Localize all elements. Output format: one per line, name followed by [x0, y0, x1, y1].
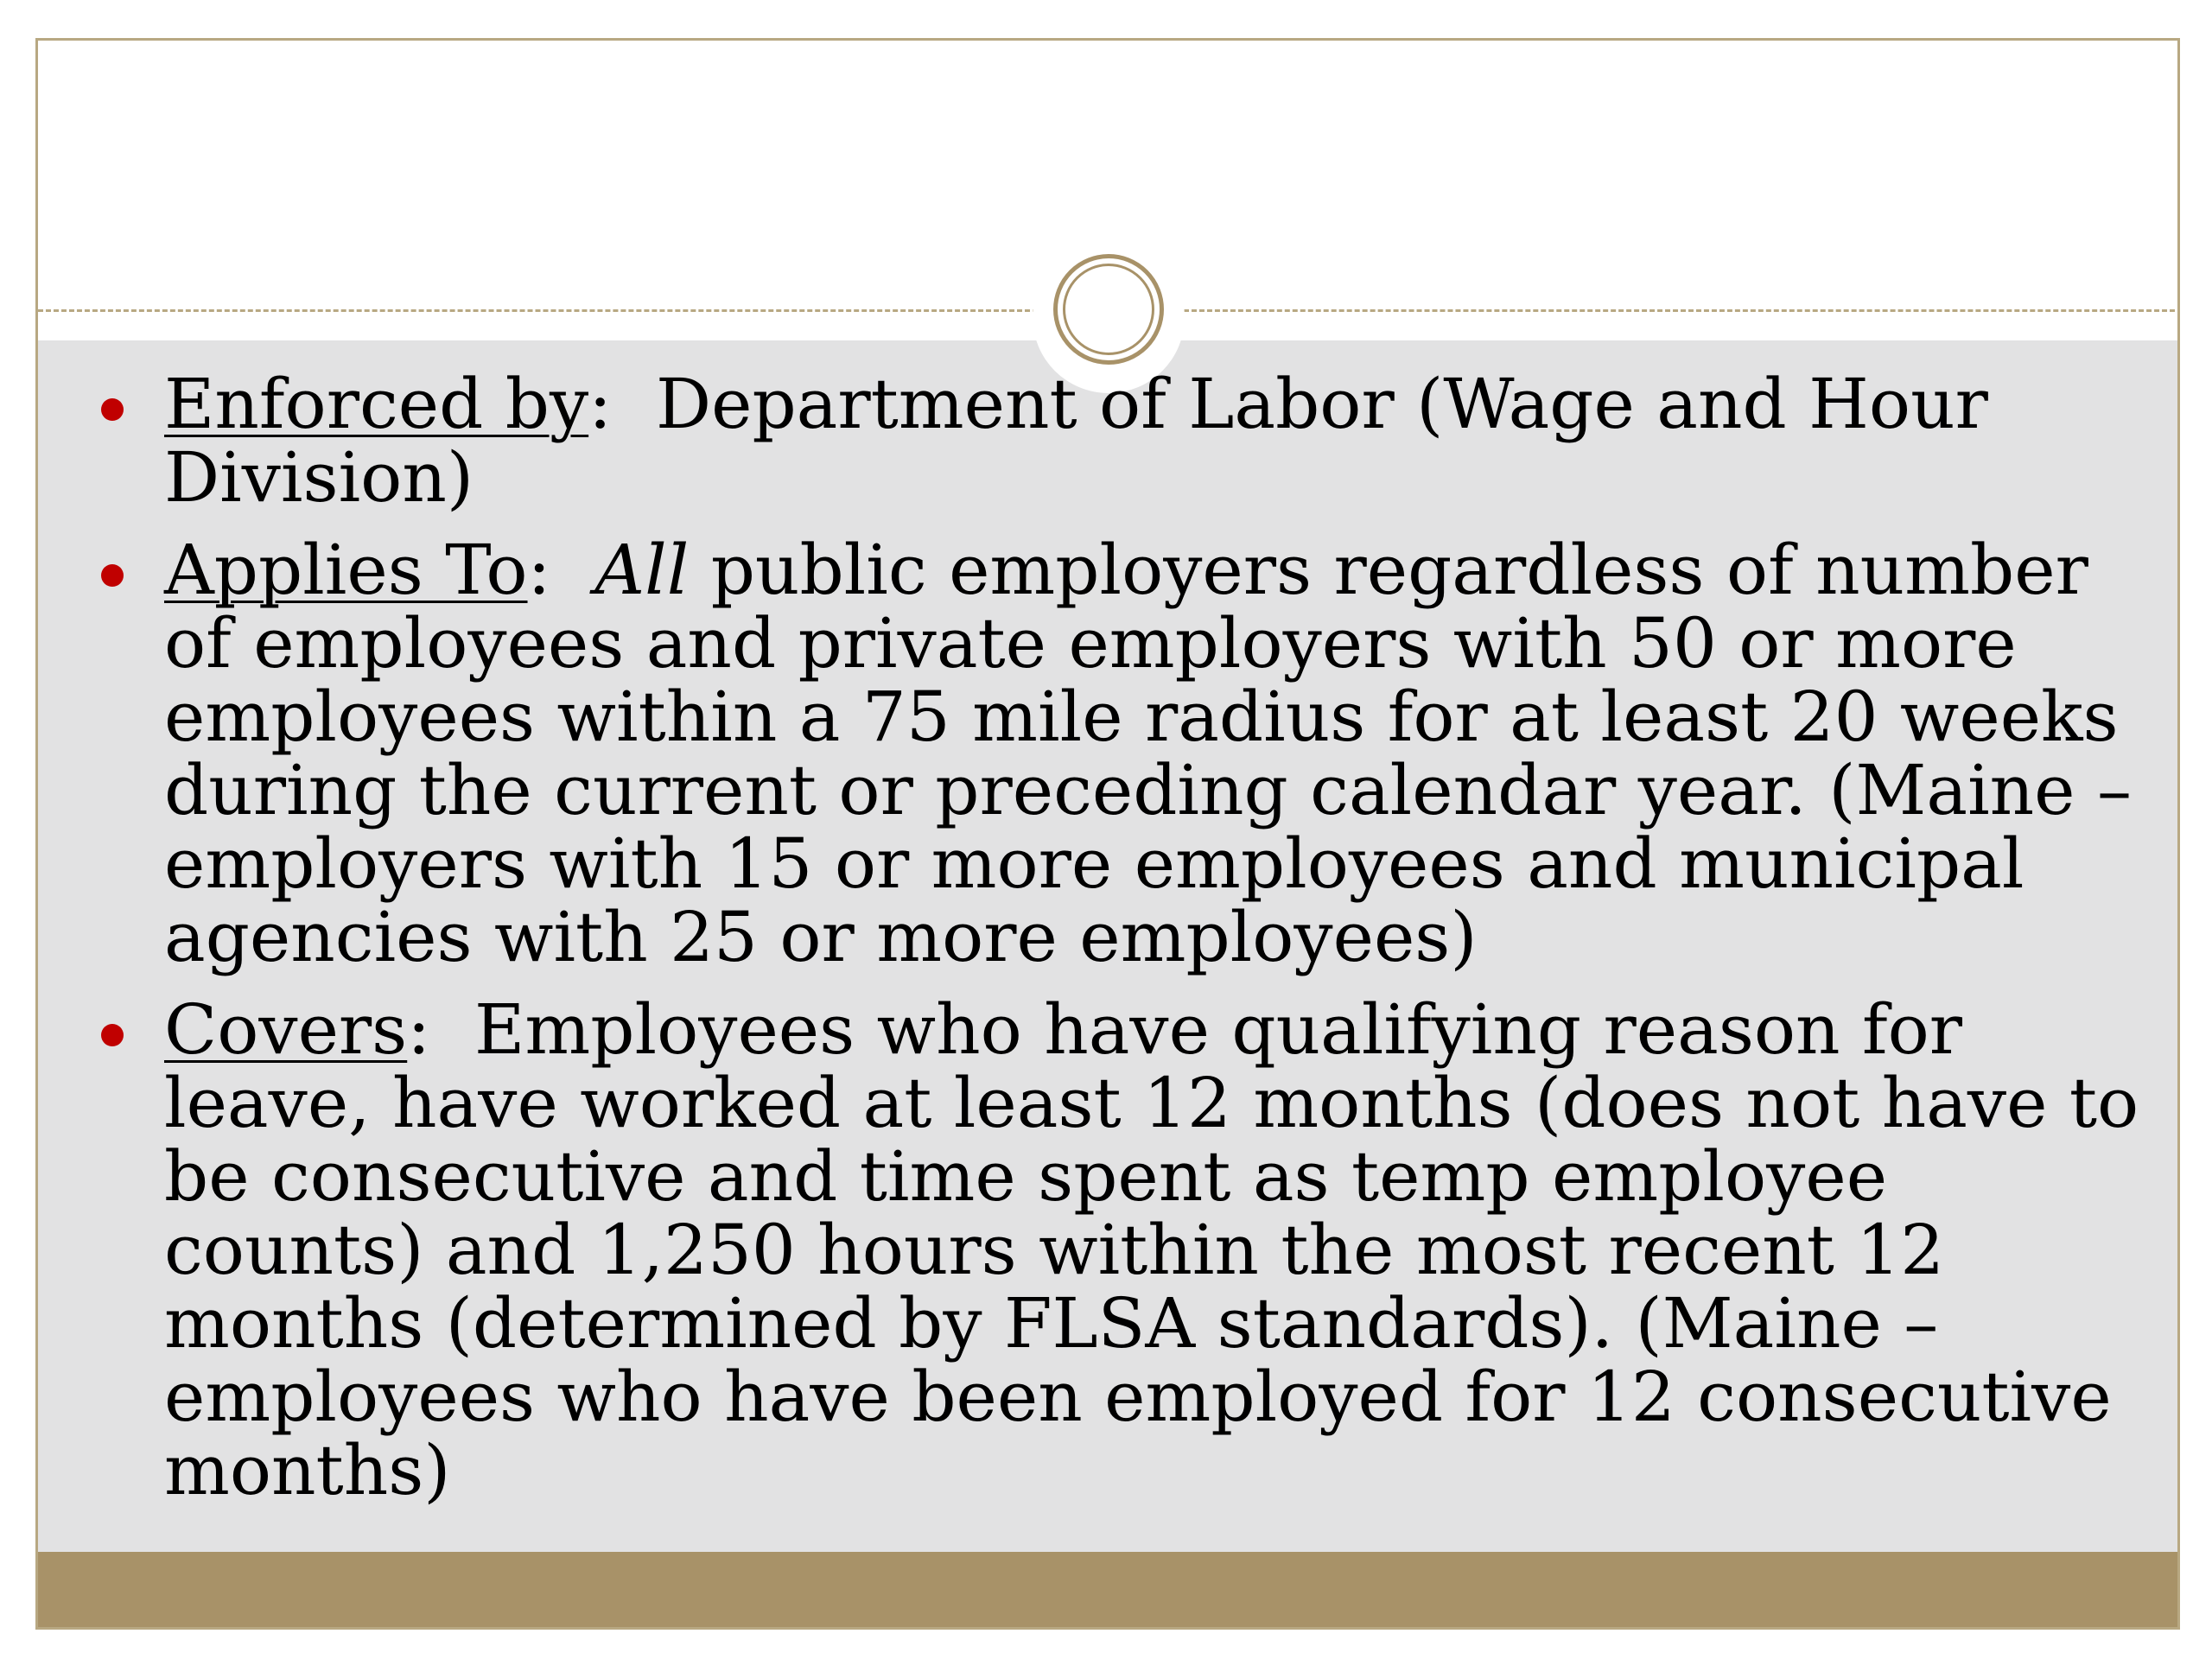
bullet-separator: :: [588, 364, 656, 444]
bullet-dot-icon: [101, 1024, 124, 1046]
bullet-text: Employees who have qualifying reason for leave, have worked at least 12 months (does not have to be consecutive and time spent as temp employee counts) and 1,250 hours within the most recent 12 months (determined by FLSA standards). (Maine – employees who have been employed for 12 consecutive months): [164, 989, 2139, 1510]
bullet-dot-icon: [101, 398, 124, 421]
bullet-dot-icon: [101, 564, 124, 587]
footer-band: [38, 1552, 2177, 1630]
bullet-list: [38, 364, 2146, 1526]
bullet-label: Applies To: [164, 530, 528, 610]
bullet-emphasis: All: [594, 530, 690, 610]
bullet-enforced-by: [38, 364, 2146, 518]
bullet-text: Department of Labor (Wage and Hour Division): [164, 364, 1988, 518]
bullet-applies-to: [38, 530, 2146, 977]
slide: [35, 38, 2180, 1630]
title-divider-left: [38, 309, 1038, 312]
bullet-covers: [38, 989, 2146, 1510]
circle-ornament-icon: [1053, 254, 1164, 365]
title-divider-right: [1184, 309, 2180, 312]
bullet-separator: :: [527, 530, 595, 610]
bullet-separator: :: [407, 989, 475, 1070]
bullet-text: public employers regardless of number of employees and private employers with 50 or more employees within a 75 mile radius for at least 20 weeks during the current or preceding calendar year. (Maine – employers with 15 or more employees and municipal agencies with 25 or more employees): [164, 530, 2132, 977]
bullet-label: Covers: [164, 989, 408, 1070]
bullet-label: Enforced by: [164, 364, 589, 444]
